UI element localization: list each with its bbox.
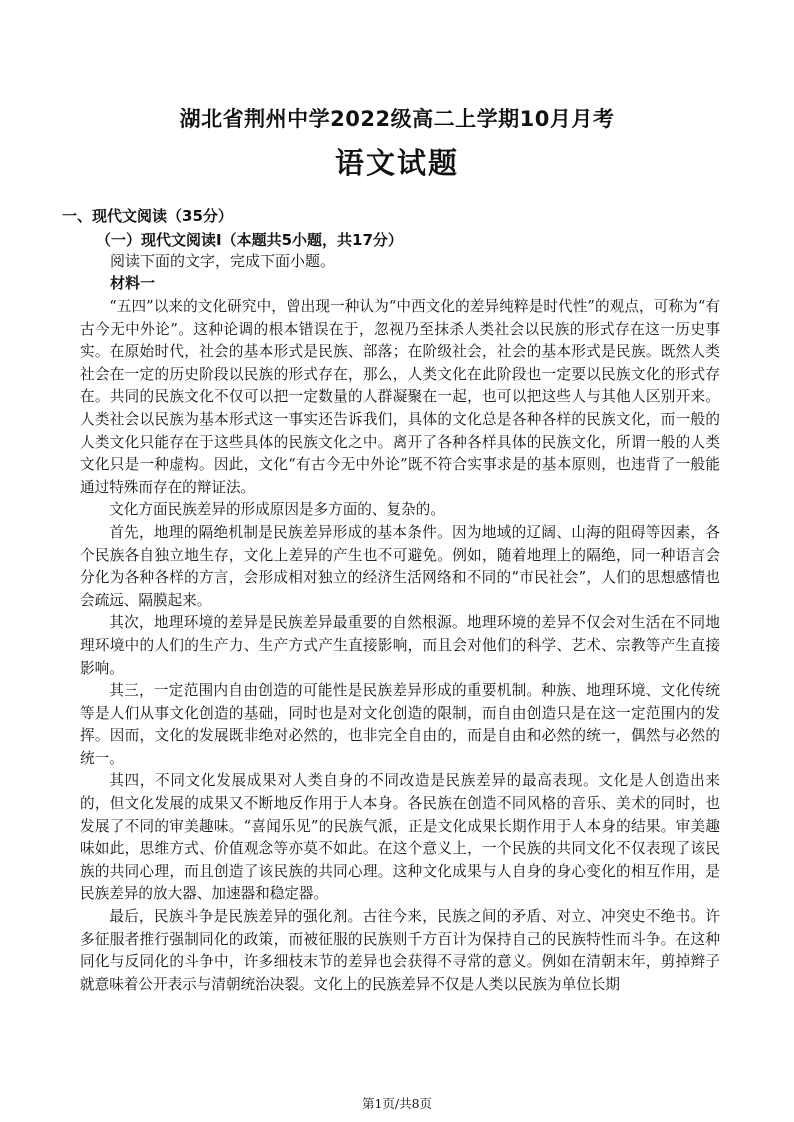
exam-title: 湖北省荆州中学2022级高二上学期10月月考 [179,107,615,131]
passage-paragraph: 其四，不同文化发展成果对人类自身的不同改造是民族差异的最高表现。文化是人创造出来的，但文化发展的成果又不断地反作用于人本身。各民族在创造不同风格的音乐、美术的同时，也发展了不同的审美趣味。“喜闻乐见”的民族气派，正是文化成果长期作用于人本身的结果。审美趣味如此，思维方式、价值观念等亦莫不如此。在这个意义上，一个民族的共同文化不仅表现了该民族的共同心理，而且创造了该民族的共同心理。这种文化成果与人自身的身心变化的相互作用，是民族差异的放大器、加速器和稳定器。 [80,772,720,903]
passage-paragraph: 其次，地理环境的差异是民族差异最重要的自然根源。地理环境的差异不仅会对生活在不同地理环境中的人们的生产力、生产方式产生直接影响，而且会对他们的科学、艺术、宗教等产生直接影响。 [80,614,720,677]
passage-body [80,296,720,996]
page-number: 第1页/共8页 [361,1096,433,1111]
reading-instruction: 阅读下面的文字，完成下面小题。 [110,252,336,270]
material-label: 材料一 [110,274,156,292]
passage-paragraph: 首先，地理的隔绝机制是民族差异形成的基本条件。因为地域的辽阔、山海的阻碍等因素，各个民族各自独立地生存，文化上差异的产生也不可避免。例如，随着地理上的隔绝，同一种语言会分化为各种各样的方言，会形成相对独立的经济生活网络和不同的“市民社会”，人们的思想感情也会疏远、隔膜起来。 [80,523,720,609]
passage-paragraph: 最后，民族斗争是民族差异的强化剂。古往今来，民族之间的矛盾、对立、冲突史不绝书。许多征服者推行强制同化的政策，而被征服的民族则千方百计为保持自己的民族特性而斗争。在这种同化与反同化的斗争中，许多细枝末节的差异也会获得不寻常的意义。例如在清朝末年，剪掉辫子就意味着公开表示与清朝统治决裂。文化上的民族差异不仅是人类以民族为单位长期 [80,908,720,993]
passage-paragraph: “五四”以来的文化研究中，曾出现一种认为“中西文化的差异纯粹是时代性”的观点，可称为“有古今无中外论”。这种论调的根本错误在于，忽视乃至抹杀人类社会以民族的形式存在这一历史事实。在原始时代，社会的基本形式是民族、部落；在阶级社会，社会的基本形式是民族。既然人类社会在一定的历史阶段以民族的形式存在，那么，人类文化在此阶段也一定要以民族文化的形式存在。共同的民族文化不仅可以把一定数量的人群凝聚在一起，也可以把这些人与其他人区别开来。人类社会以民族为基本形式这一事实还告诉我们，具体的文化总是各种各样的民族文化，而一般的人类文化只能存在于这些具体的民族文化之中。离开了各种各样具体的民族文化，所谓一般的人类文化只是一种虚构。因此，文化“有古今无中外论”既不符合实事求是的基本原则，也违背了一般能通过特殊而存在的辩证法。 [80,298,720,496]
passage-paragraph: 其三，一定范围内自由创造的可能性是民族差异形成的重要机制。种族、地理环境、文化传统等是人们从事文化创造的基础，同时也是对文化创造的限制，而自由创造只是在这一定范围内的发挥。因而，文化的发展既非绝对必然的，也非完全自由的，而是自由和必然的统一，偶然与必然的统一。 [80,682,720,767]
passage-paragraph: 文化方面民族差异的形成原因是多方面的、复杂的。 [109,501,445,519]
subsection-heading: （一）现代文阅读Ⅰ（本题共5小题，共17分） [96,231,403,249]
section-heading: 一、现代文阅读（35分） [62,207,233,225]
exam-subtitle: 语文试题 [334,146,459,180]
